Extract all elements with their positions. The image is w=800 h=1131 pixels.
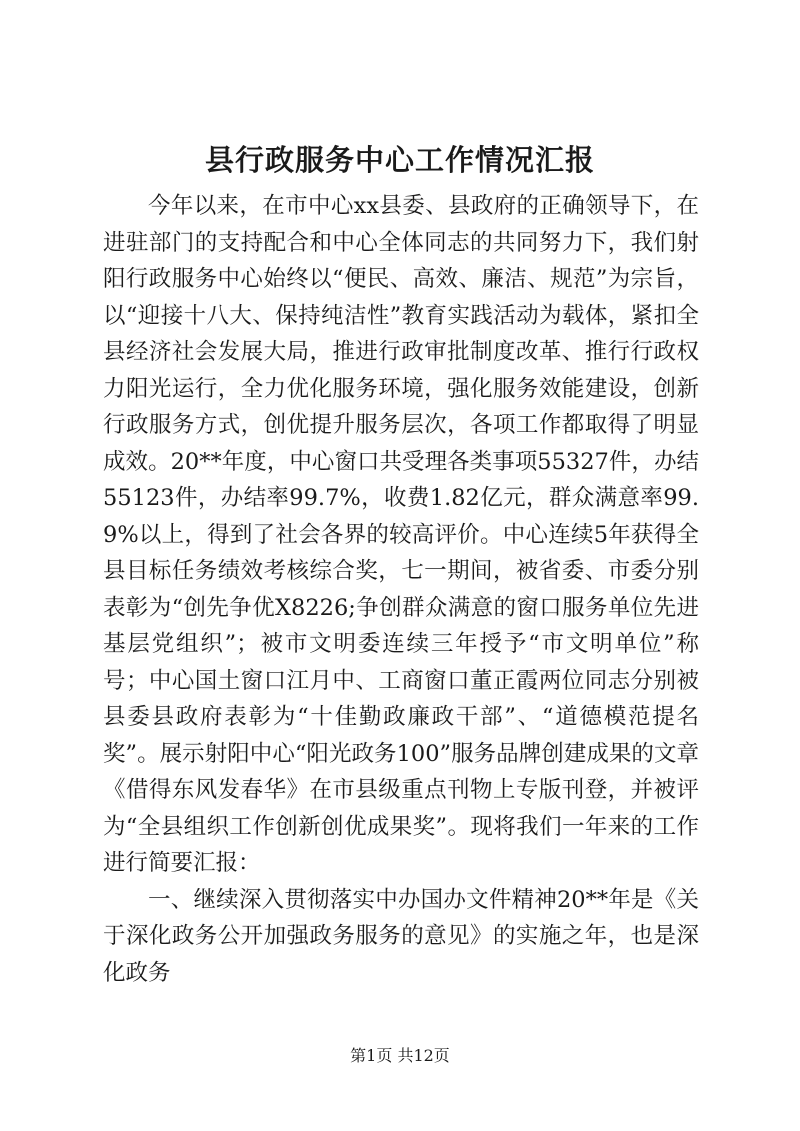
paragraph-1: 今年以来，在市中心xx县委、县政府的正确领导下，在进驻部门的支持配合和中心全体同志的共同努力下，我们射阳行政服务中心始终以“便民、高效、廉洁、规范”为宗旨，以“迎接十八大、保持纯洁性”教育实践活动为载体，紧扣全县经济社会发展大局，推进行政审批制度改革、推行行政权力阳光运行，全力优化服务环境，强化服务效能建设，创新行政服务方式，创优提升服务层次，各项工作都取得了明显成效。20**年度，中心窗口共受理各类事项55327件，办结55123件，办结率99.7%，收费1.82亿元，群众满意率99.9%以上，得到了社会各界的较高评价。中心连续5年获得全县目标任务绩效考核综合奖，七一期间，被省委、市委分别表彰为“创先争优X8226;争创群众满意的窗口服务单位先进基层党组织”；被市文明委连续三年授予“市文明单位”称号；中心国土窗口江月中、工商窗口董正霞两位同志分别被县委县政府表彰为“十佳勤政廉政干部”、“道德模范提名奖”。展示射阳中心“阳光政务100”服务品牌创建成果的文章《借得东风发春华》在市县级重点刊物上专版刊登，并被评为“全县组织工作创新创优成果奖”。现将我们一年来的工作进行简要汇报： (103, 193, 699, 876)
paragraph-2: 一、继续深入贯彻落实中办国办文件精神20**年是《关于深化政务公开加强政务服务的意见》的实施之年，也是深化政务 (103, 886, 699, 986)
page-number-footer: 第1页 共12页 (350, 1046, 450, 1065)
document-title: 县行政服务中心工作情况汇报 (204, 143, 595, 177)
document-body (103, 188, 699, 991)
